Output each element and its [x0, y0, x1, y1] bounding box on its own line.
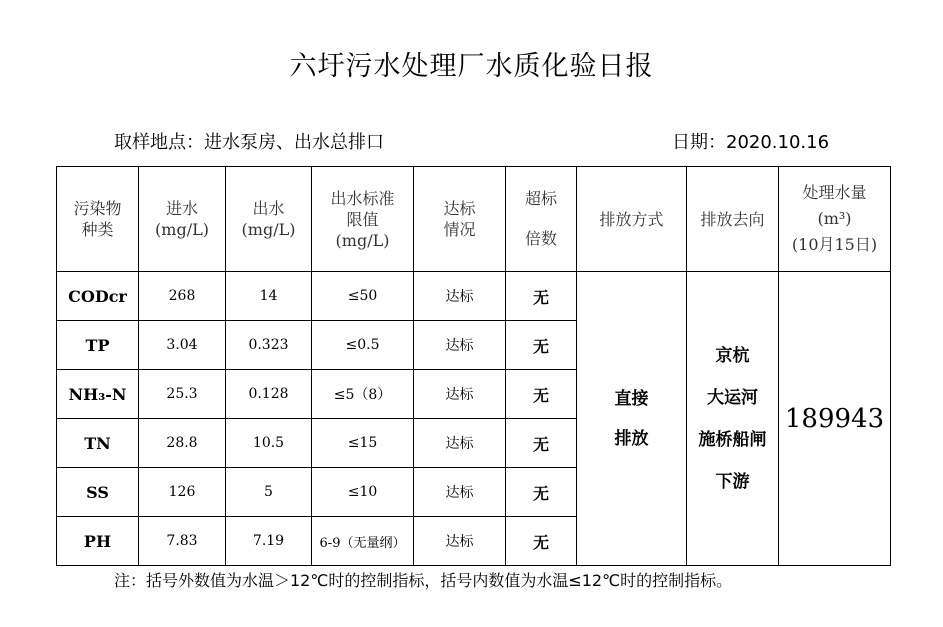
header-limit: 出水标准 限值 (mg/L) [312, 167, 414, 272]
pollutant-name: PH [57, 517, 139, 566]
outflow-value: 0.128 [226, 370, 312, 419]
report-date: 日期：2020.10.16 [672, 132, 830, 153]
treated-volume: 189943 [779, 272, 891, 566]
exceed-value: 无 [506, 370, 577, 419]
discharge-dest-line: 京杭 [715, 345, 750, 366]
pollutant-name: TN [57, 419, 139, 468]
limit-value: ≤50 [312, 272, 414, 321]
header-status: 达标 情况 [414, 167, 506, 272]
header-pollutant: 污染物 种类 [57, 167, 139, 272]
status-value: 达标 [414, 370, 506, 419]
discharge-dest-line: 下游 [715, 471, 750, 492]
header-discharge-mode: 排放方式 [577, 167, 687, 272]
pollutant-name: SS [57, 468, 139, 517]
exceed-value: 无 [506, 272, 577, 321]
table-row [57, 272, 891, 321]
footnote: 注：括号外数值为水温＞12℃时的控制指标，括号内数值为水温≤12℃时的控制指标。 [114, 571, 733, 590]
header-discharge-dest: 排放去向 [687, 167, 779, 272]
report-title: 六圩污水处理厂水质化验日报 [289, 51, 654, 82]
outflow-value: 7.19 [226, 517, 312, 566]
limit-value: ≤15 [312, 419, 414, 468]
limit-value: ≤0.5 [312, 321, 414, 370]
inflow-value: 28.8 [139, 419, 226, 468]
outflow-value: 5 [226, 468, 312, 517]
status-value: 达标 [414, 419, 506, 468]
status-value: 达标 [414, 272, 506, 321]
exceed-value: 无 [506, 419, 577, 468]
header-exceed: 超标 倍数 [506, 167, 577, 272]
exceed-value: 无 [506, 517, 577, 566]
outflow-value: 10.5 [226, 419, 312, 468]
sampling-location: 取样地点：进水泵房、出水总排口 [114, 132, 384, 153]
header-inflow: 进水 (mg/L) [139, 167, 226, 272]
discharge-mode-line: 直接 [614, 388, 649, 409]
outflow-value: 0.323 [226, 321, 312, 370]
status-value: 达标 [414, 517, 506, 566]
inflow-value: 268 [139, 272, 226, 321]
discharge-dest-cell [687, 272, 779, 566]
limit-value: ≤5（8） [312, 370, 414, 419]
exceed-value: 无 [506, 321, 577, 370]
status-value: 达标 [414, 468, 506, 517]
limit-value: ≤10 [312, 468, 414, 517]
inflow-value: 25.3 [139, 370, 226, 419]
pollutant-name: TP [57, 321, 139, 370]
pollutant-name: NH₃-N [57, 370, 139, 419]
header-outflow: 出水 (mg/L) [226, 167, 312, 272]
limit-value: 6-9（无量纲） [312, 517, 414, 566]
discharge-mode-cell [577, 272, 687, 566]
outflow-value: 14 [226, 272, 312, 321]
pollutant-name: CODcr [57, 272, 139, 321]
discharge-mode-line: 排放 [614, 428, 649, 449]
water-quality-table [56, 166, 891, 566]
inflow-value: 7.83 [139, 517, 226, 566]
discharge-dest-line: 施桥船闸 [698, 429, 767, 450]
status-value: 达标 [414, 321, 506, 370]
discharge-dest-line: 大运河 [707, 387, 758, 408]
table-header-row [57, 167, 891, 272]
exceed-value: 无 [506, 468, 577, 517]
inflow-value: 3.04 [139, 321, 226, 370]
header-volume: 处理水量 (m³) (10月15日) [779, 167, 891, 272]
inflow-value: 126 [139, 468, 226, 517]
